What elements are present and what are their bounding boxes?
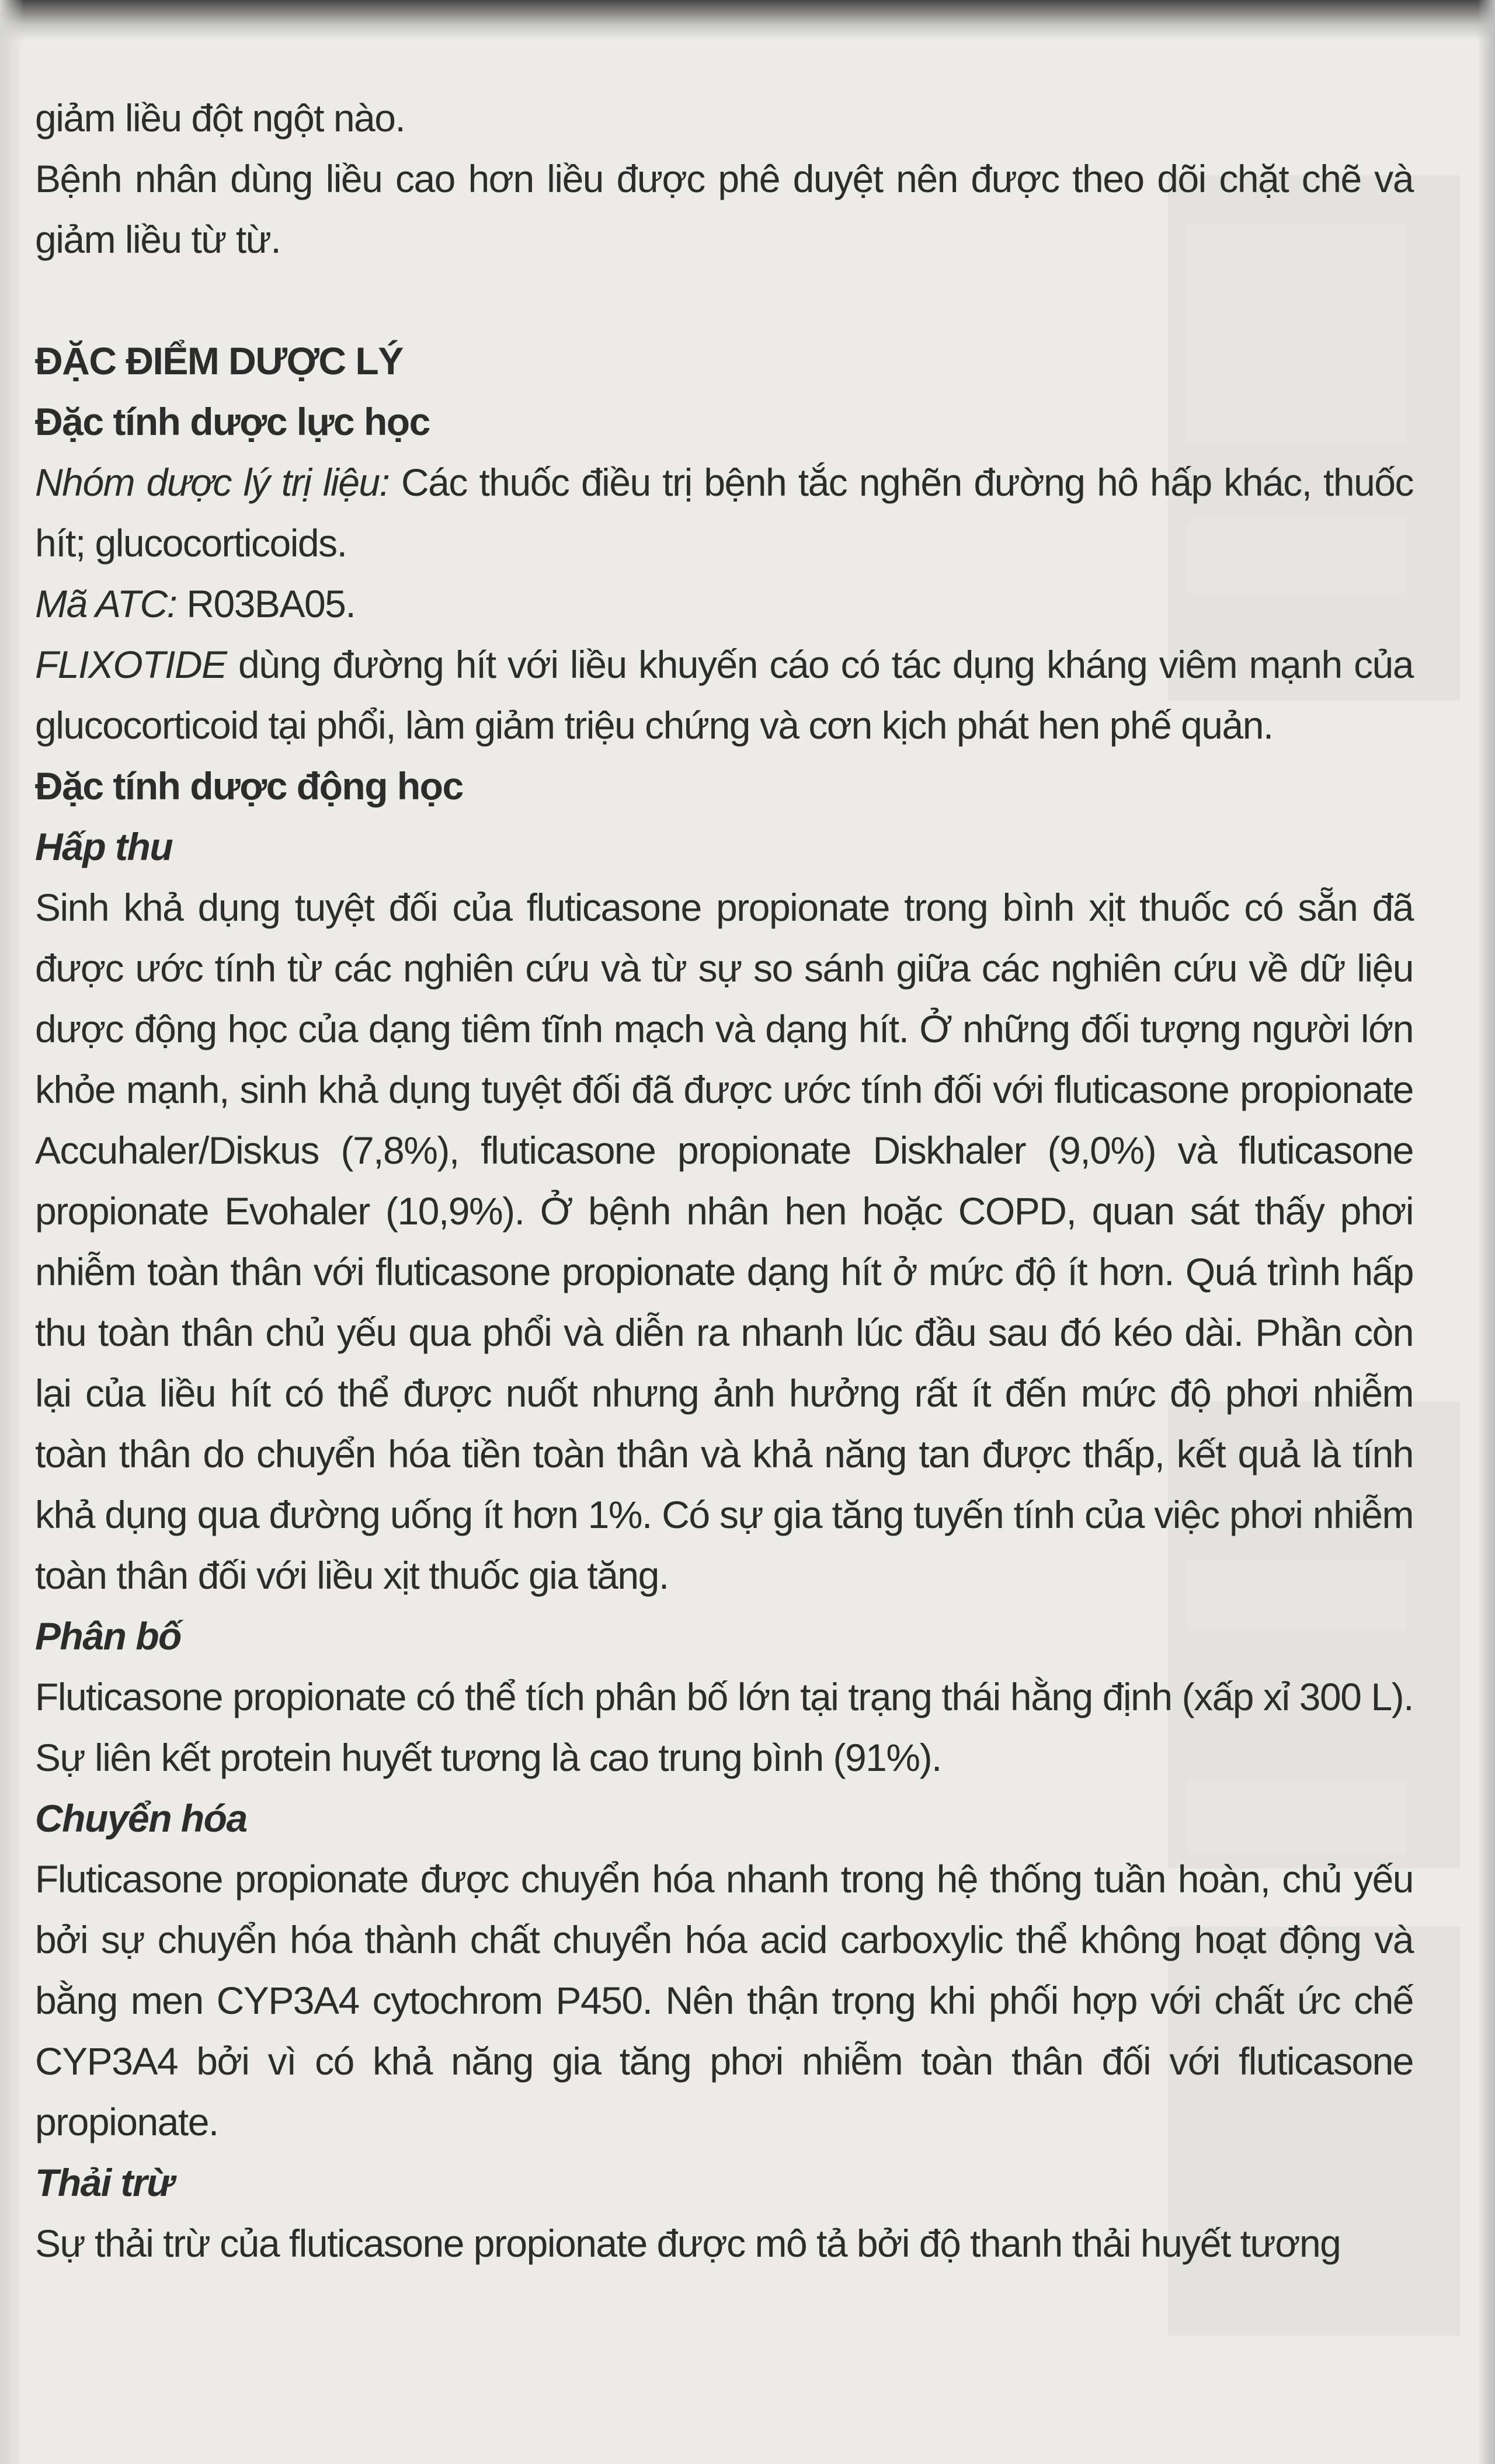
section-title: ĐẶC ĐIỂM DƯỢC LÝ (35, 339, 403, 382)
metabolism-paragraph: Fluticasone propionate được chuyển hóa nhanh trong hệ thống tuần hoàn, chủ yếu bởi sự chuyển hóa thành chất chuyển hóa acid carboxylic thể không hoạt động và bằng men CYP3A4 cytochrom P450. Nên thận trọng khi phối hợp với chất ức chế CYP3A4 bởi vì có khả năng gia tăng phơi nhiễm toàn thân đối với fluticasone propionate. (35, 1857, 1413, 2143)
intro-paragraph-1: giảm liều đột ngột nào. (35, 96, 405, 140)
atc-text: R03BA05. (176, 582, 356, 625)
elimination-paragraph: Sự thải trừ của fluticasone propionate được mô tả bởi độ thanh thải huyết tương (35, 2222, 1341, 2265)
brand-name: FLIXOTIDE (35, 643, 227, 686)
right-edge-shade (1477, 0, 1495, 2464)
pharmacokinetics-heading: Đặc tính dược động học (35, 764, 463, 808)
pd-description-paragraph (35, 634, 1413, 756)
left-edge-shade (0, 0, 23, 2464)
intro-paragraph-2: Bệnh nhân dùng liều cao hơn liều được phê duyệt nên được theo dõi chặt chẽ và giảm liều từ từ. (35, 157, 1413, 261)
atc-label: Mã ATC: (35, 582, 177, 625)
elimination-heading: Thải trừ (35, 2161, 173, 2204)
therapeutic-group-text: Các thuốc điều trị bệnh tắc nghẽn đường hô hấp khác, thuốc hít; glucocorticoids. (35, 461, 1413, 565)
document-body (35, 88, 1413, 2274)
atc-code-paragraph (35, 573, 1413, 634)
therapeutic-group-label: Nhóm dược lý trị liệu: (35, 461, 390, 504)
pd-description-text: dùng đường hít với liều khuyến cáo có tác dụng kháng viêm mạnh của glucocorticoid tại phổi, làm giảm triệu chứng và cơn kịch phát hen phế quản. (35, 643, 1413, 747)
absorption-heading: Hấp thu (35, 825, 173, 868)
pharmacodynamics-heading: Đặc tính dược lực học (35, 400, 430, 443)
top-fold-shadow (0, 0, 1495, 41)
distribution-paragraph: Fluticasone propionate có thể tích phân bố lớn tại trạng thái hằng định (xấp xỉ 300 L). Sự liên kết protein huyết tương là cao trung bình (91%). (35, 1675, 1413, 1779)
absorption-paragraph: Sinh khả dụng tuyệt đối của fluticasone propionate trong bình xịt thuốc có sẵn đã được ước tính từ các nghiên cứu và từ sự so sánh giữa các nghiên cứu về dữ liệu dược động học của dạng tiêm tĩnh mạch và dạng hít. Ở những đối tượng người lớn khỏe mạnh, sinh khả dụng tuyệt đối đã được ước tính đối với fluticasone propionate Accuhaler/Diskus (7,8%), fluticasone propionate Diskhaler (9,0%) và fluticasone propionate Evohaler (10,9%). Ở bệnh nhân hen hoặc COPD, quan sát thấy phơi nhiễm toàn thân với fluticasone propionate dạng hít ở mức độ ít hơn. Quá trình hấp thu toàn thân chủ yếu qua phổi và diễn ra nhanh lúc đầu sau đó kéo dài. Phần còn lại của liều hít có thể được nuốt nhưng ảnh hưởng rất ít đến mức độ phơi nhiễm toàn thân do chuyển hóa tiền toàn thân và khả năng tan được thấp, kết quả là tính khả dụng qua đường uống ít hơn 1%. Có sự gia tăng tuyến tính của việc phơi nhiễm toàn thân đối với liều xịt thuốc gia tăng. (35, 886, 1413, 1597)
metabolism-heading: Chuyển hóa (35, 1797, 247, 1840)
distribution-heading: Phân bố (35, 1614, 181, 1658)
therapeutic-group-paragraph (35, 452, 1413, 573)
